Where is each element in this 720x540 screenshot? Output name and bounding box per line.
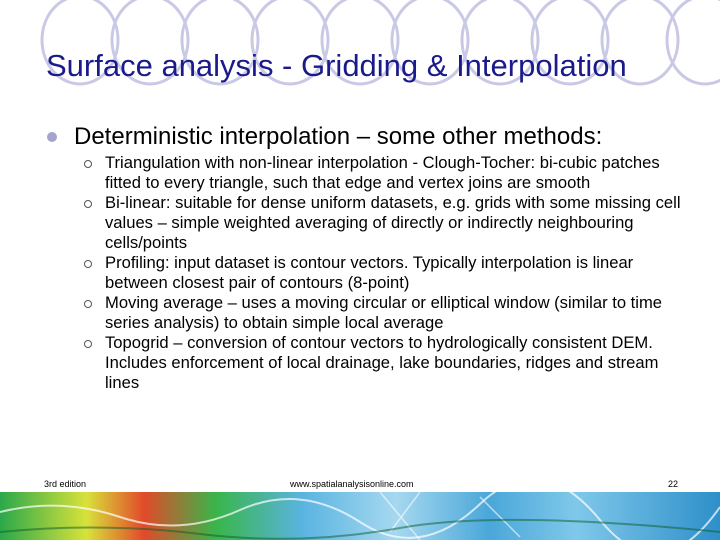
sub-bullet-text: Topogrid – conversion of contour vectors to hydrologically consistent DEM. Includes enforcement of local drainage, lake boundaries, ridges and stream lines [105,333,659,392]
main-bullet [47,123,602,151]
sub-bullet [84,253,704,293]
sub-bullet [84,293,704,333]
ring-bullet-icon [84,160,92,168]
sub-bullet-text: Triangulation with non-linear interpolation - Clough-Tocher: bi-cubic patches fitted to every triangle, such that edge and vertex joins are smooth [105,153,660,192]
ring-bullet-icon [84,300,92,308]
ring-bullet-icon [84,260,92,268]
footer-website: www.spatialanalysisonline.com [290,479,414,489]
bullet-dot-icon [47,132,57,142]
sub-bullet-text: Bi-linear: suitable for dense uniform datasets, e.g. grids with some missing cell values – simple weighted averaging of directly or indirectly neighbouring cells/points [105,193,681,252]
ring-bullet-icon [84,340,92,348]
sub-bullet [84,333,704,393]
sub-bullet-text: Profiling: input dataset is contour vectors. Typically interpolation is linear between closest pair of contours (8-point) [105,253,634,292]
terrain-map-strip [0,492,720,540]
sub-bullet [84,153,704,193]
slide-title: Surface analysis - Gridding & Interpolation [46,48,627,83]
sub-bullet [84,193,704,253]
ring-bullet-icon [84,200,92,208]
sub-bullet-text: Moving average – uses a moving circular or elliptical window (similar to time series analysis) to obtain simple local average [105,293,663,332]
footer-edition: 3rd edition [44,479,87,489]
main-bullet-text: Deterministic interpolation – some other methods: [74,123,603,150]
sub-bullet-list [84,153,704,393]
footer-page-number: 22 [668,479,679,489]
